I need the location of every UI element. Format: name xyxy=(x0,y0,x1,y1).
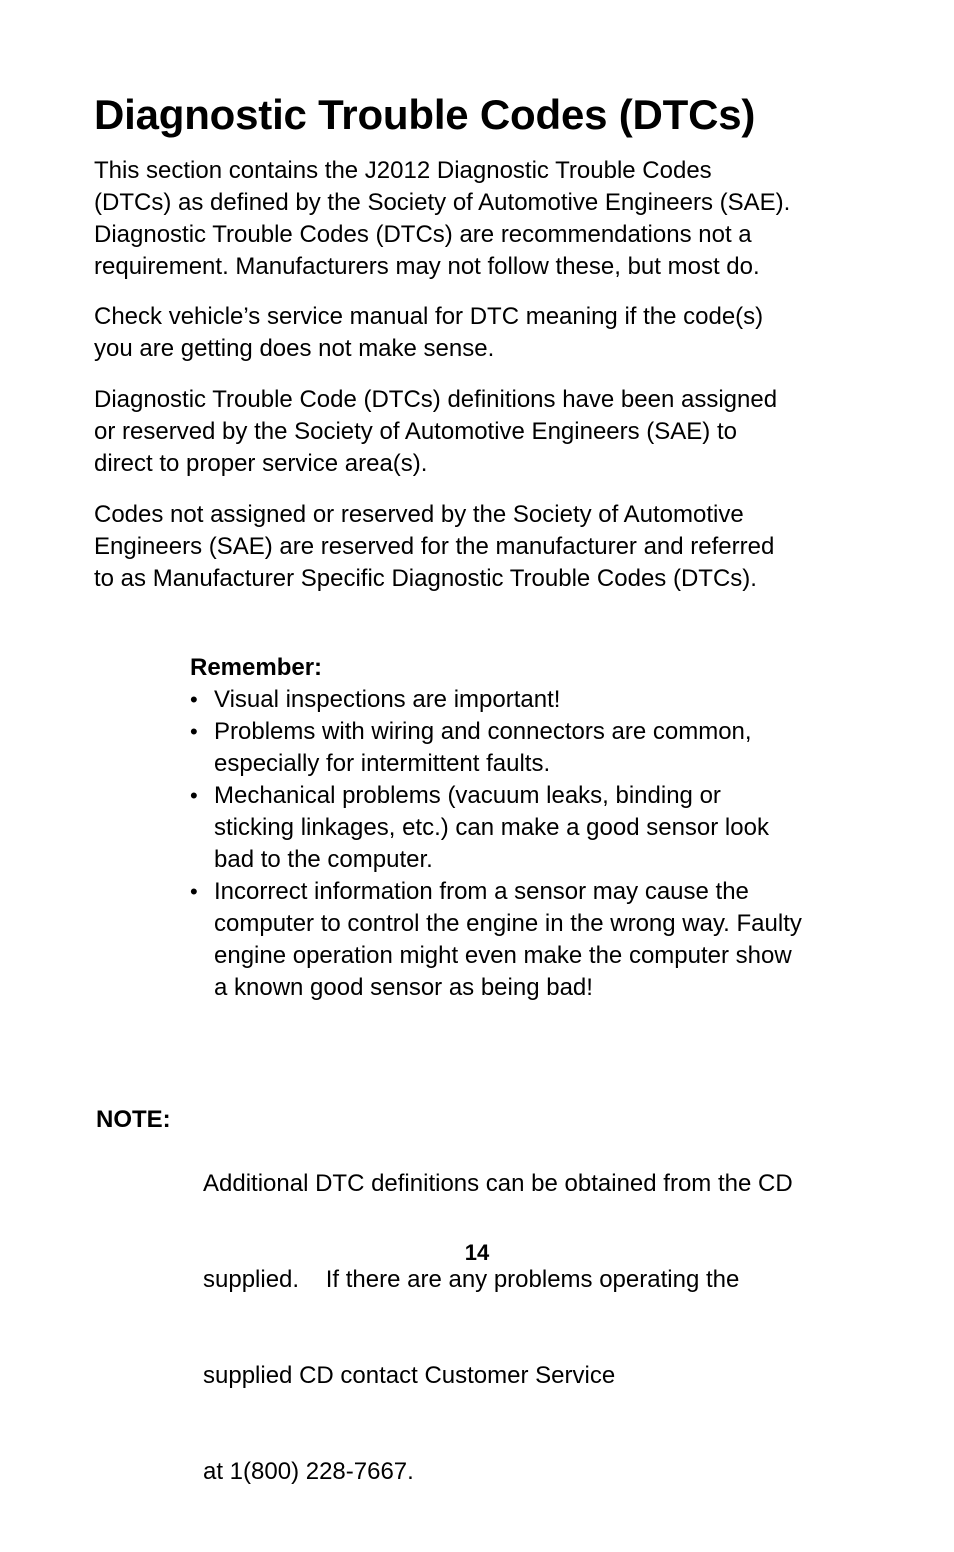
definitions-paragraph xyxy=(94,384,874,480)
text-line: bad to the computer. xyxy=(214,846,433,873)
text-line: supplied. If there are any problems operating the xyxy=(203,1266,740,1293)
text-line: engine operation might even make the computer show xyxy=(214,942,792,969)
remember-section xyxy=(190,652,870,1004)
text-line: or reserved by the Society of Automotive Engineers (SAE) to xyxy=(94,418,737,445)
text-line: Incorrect information from a sensor may cause the xyxy=(214,878,749,905)
note-label: NOTE: xyxy=(96,1106,171,1133)
text-line: computer to control the engine in the wrong way. Faulty xyxy=(214,910,802,937)
bullet-icon: • xyxy=(190,783,198,808)
text-line: you are getting does not make sense. xyxy=(94,335,495,362)
text-line: especially for intermittent faults. xyxy=(214,750,551,777)
text-line: Mechanical problems (vacuum leaks, binding or xyxy=(214,782,721,809)
text-line: Visual inspections are important! xyxy=(214,686,561,713)
text-line: (DTCs) as defined by the Society of Automotive Engineers (SAE). xyxy=(94,189,791,216)
text-line: to as Manufacturer Specific Diagnostic Trouble Codes (DTCs). xyxy=(94,565,757,592)
text-line: Diagnostic Trouble Codes (DTCs) are recommendations not a xyxy=(94,221,752,248)
text-line: a known good sensor as being bad! xyxy=(214,974,593,1001)
remember-heading: Remember: xyxy=(190,654,323,681)
text-line: Check vehicle’s service manual for DTC meaning if the code(s) xyxy=(94,303,764,330)
list-item xyxy=(190,876,870,1004)
text-line: This section contains the J2012 Diagnostic Trouble Codes xyxy=(94,157,712,184)
page-number: 14 xyxy=(464,1240,490,1265)
text-line: Codes not assigned or reserved by the Society of Automotive xyxy=(94,501,744,528)
text-line: direct to proper service area(s). xyxy=(94,450,428,477)
note-body xyxy=(203,1104,793,1552)
bullet-icon: • xyxy=(190,719,198,744)
list-item xyxy=(190,716,870,780)
page-title: Diagnostic Trouble Codes (DTCs) xyxy=(94,91,756,138)
manufacturer-codes-paragraph xyxy=(94,499,874,595)
intro-paragraph xyxy=(94,155,874,283)
text-line: Engineers (SAE) are reserved for the manufacturer and referred xyxy=(94,533,775,560)
text-line: Diagnostic Trouble Code (DTCs) definitions have been assigned xyxy=(94,386,778,413)
text-line: supplied CD contact Customer Service xyxy=(203,1362,616,1389)
list-item xyxy=(190,780,870,876)
bullet-icon: • xyxy=(190,687,198,712)
bullet-icon: • xyxy=(190,879,198,904)
text-line: Additional DTC definitions can be obtained from the CD xyxy=(203,1170,793,1197)
text-line: sticking linkages, etc.) can make a good sensor look xyxy=(214,814,769,841)
remember-list xyxy=(190,684,870,1004)
text-line: Problems with wiring and connectors are common, xyxy=(214,718,752,745)
service-manual-paragraph xyxy=(94,301,874,365)
list-item xyxy=(190,684,870,716)
text-line: at 1(800) 228-7667. xyxy=(203,1458,414,1485)
text-line: requirement. Manufacturers may not follow these, but most do. xyxy=(94,253,760,280)
